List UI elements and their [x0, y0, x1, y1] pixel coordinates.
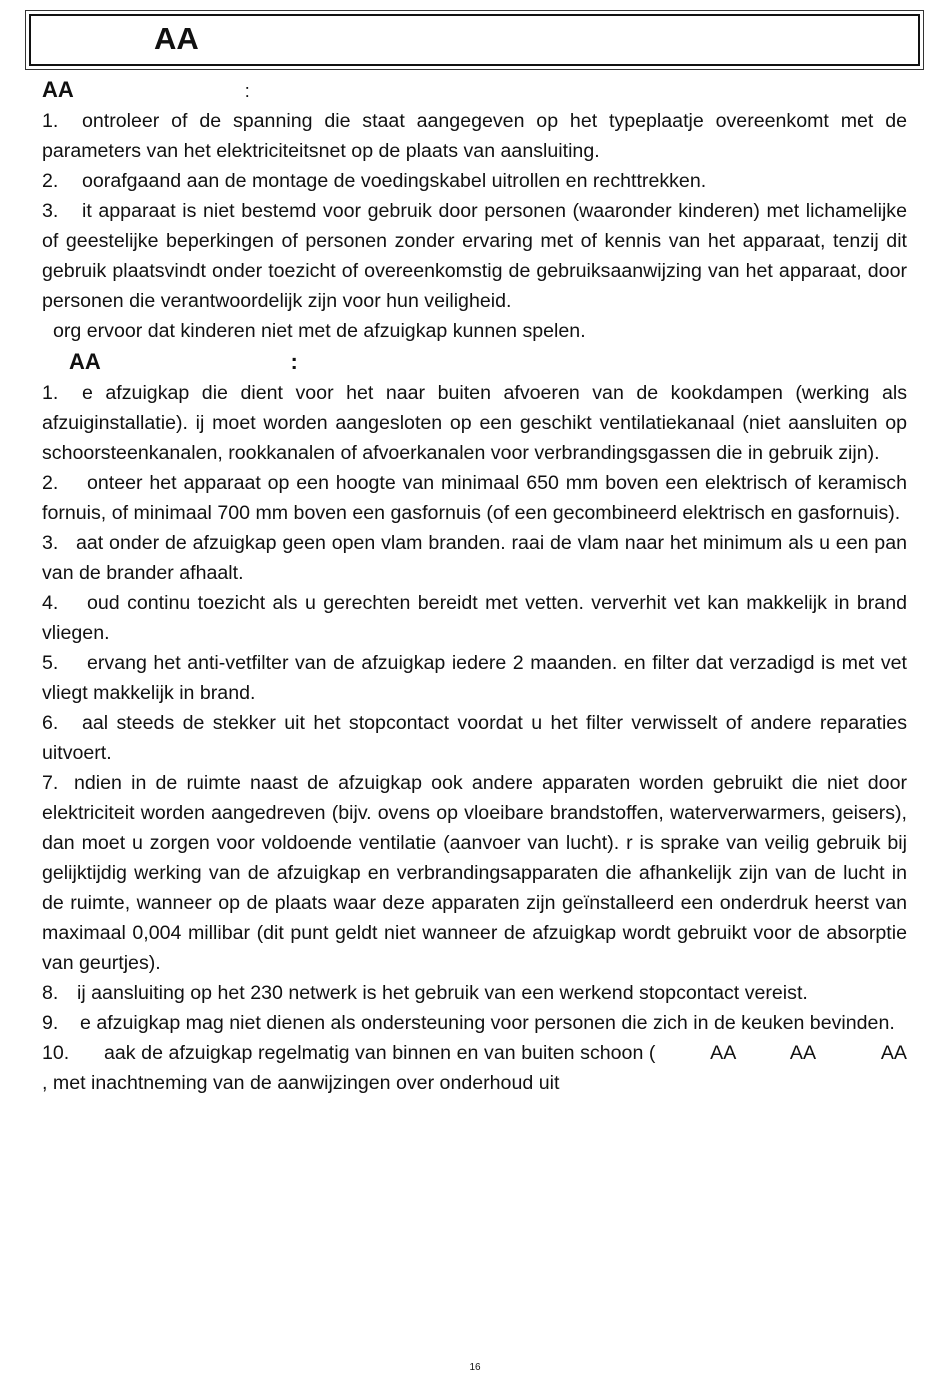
list-item-number: 5.	[42, 652, 59, 674]
list-item-text: ndien in de ruimte naast de afzuigkap ook andere apparaten worden gebruikt die niet door elektriciteit worden aangedreven (bijv. ovens op vloeibare brandstoffen, waterverwarmers, geisers), dan moet u zorgen voor voldoende ventilatie (aanvoer van lucht). r is sprake van veilig gebruik bij gelijktijdig werking van de afzuigkap en verbrandingsapparaten die afhankelijk zijn van de lucht in de ruimte, wanneer op de plaats waar deze apparaten zijn geïnstalleerd een onderdruk heerst van maximaal 0,004 millibar (dit punt geldt niet wanneer de afzuigkap wordt gebruikt voor de absorptie van geurtjes).	[42, 772, 907, 974]
list-item	[42, 648, 907, 708]
list-item-number: 1.	[42, 382, 59, 404]
list-item-text: onteer het apparaat op een hoogte van minimaal 650 mm boven een elektrisch of keramisch fornuis, of minimaal 700 mm boven een gasfornuis (of een gecombineerd elektrisch en gasfornuis).	[42, 472, 907, 524]
list-item-text: oud continu toezicht als u gerechten bereidt met vetten. ververhit vet kan makkelijk in brand vliegen.	[42, 592, 907, 644]
list-item-number: 6.	[42, 712, 59, 734]
list-item-number: 9.	[42, 1012, 59, 1034]
section-heading-1-colon: :	[244, 81, 250, 101]
safety-note	[42, 316, 907, 346]
page-title: AA	[154, 21, 199, 56]
list-item-number: 7.	[42, 772, 59, 794]
section-heading-2-colon: :	[290, 349, 298, 374]
list-item-text: it apparaat is niet bestemd voor gebruik door personen (waaronder kinderen) met lichamelijke of geestelijke beperkingen of personen zonder ervaring met of kennis van het apparaat, tenzij dit gebruik plaatsvindt onder toezicht of overeenkomstig de gebruiksaanwijzing van het apparaat, door personen die verantwoordelijk zijn voor hun veiligheid.	[42, 200, 907, 312]
list-item-text: oorafgaand aan de montage de voedingskabel uitrollen en rechttrekken.	[82, 170, 707, 192]
list-item-text: e afzuigkap mag niet dienen als ondersteuning voor personen die zich in de keuken bevinden.	[80, 1012, 895, 1034]
list-item	[42, 378, 907, 468]
list-item-text: ontroleer of de spanning die staat aangegeven op het typeplaatje overeenkomt met de parameters van het elektriciteitsnet op de plaats van aansluiting.	[42, 110, 907, 162]
list-item-text: aat onder de afzuigkap geen open vlam branden. raai de vlam naar het minimum als u een pan van de brander afhaalt.	[42, 532, 907, 584]
list-item	[42, 468, 907, 528]
list-item	[42, 528, 907, 588]
section-heading-2-text: AA	[69, 349, 101, 374]
section-heading-1-text: AA	[42, 77, 74, 102]
list-item-number: 2.	[42, 170, 59, 192]
list-item	[42, 768, 907, 978]
list-item	[42, 1038, 929, 1098]
list-item-number: 3.	[42, 532, 59, 554]
list-item-number: 3.	[42, 200, 59, 222]
page-number: 16	[469, 1362, 481, 1373]
list-item	[42, 1008, 907, 1038]
list-item	[42, 106, 907, 166]
section-heading-1	[42, 74, 907, 106]
list-item	[42, 196, 907, 316]
list-item-text: ervang het anti-vetfilter van de afzuigkap iedere 2 maanden. en filter dat verzadigd is met vet vliegt makkelijk in brand.	[42, 652, 907, 704]
main-content	[42, 74, 929, 1098]
list-item	[42, 588, 907, 648]
list-item	[42, 708, 907, 768]
list-item-number: 2.	[42, 472, 59, 494]
list-item-text: aak de afzuigkap regelmatig van binnen en van buiten schoon ( AA AA AA , met inachtneming van de aanwijzingen over onderhoud uit	[42, 1042, 929, 1094]
list-item-number: 1.	[42, 110, 59, 132]
title-box	[25, 10, 924, 70]
list-item-number: 10.	[42, 1042, 70, 1064]
list-item-text: e afzuigkap die dient voor het naar buiten afvoeren van de kookdampen (werking als afzuiginstallatie). ij moet worden aangesloten op een geschikt ventilatiekanaal (niet aansluiten op schoorsteenkanalen, rookkanalen of afvoerkanalen voor verbrandingsgassen die in gebruik zijn).	[42, 382, 907, 464]
list-item	[42, 978, 907, 1008]
list-item-text: aal steeds de stekker uit het stopcontact voordat u het filter verwisselt of andere reparaties uitvoert.	[42, 712, 907, 764]
list-item-number: 8.	[42, 982, 59, 1004]
list-item	[42, 166, 907, 196]
safety-note-text: org ervoor dat kinderen niet met de afzuigkap kunnen spelen.	[53, 320, 586, 342]
section-heading-2	[42, 346, 907, 378]
list-item-text: ij aansluiting op het 230 netwerk is het gebruik van een werkend stopcontact vereist.	[77, 982, 808, 1004]
list-item-number: 4.	[42, 592, 59, 614]
